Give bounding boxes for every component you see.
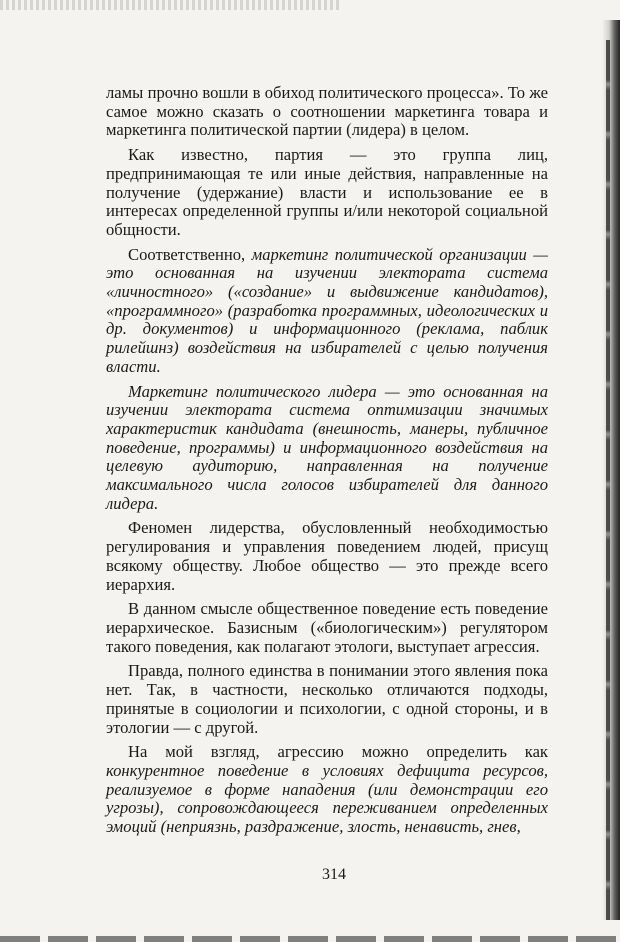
paragraph-8-italic: конкурентное поведение в условиях дефицита ресурсов, реализуемое в форме нападения (или демонстрации его угрозы), сопровождающееся переживанием определенных эмоций (неприязнь, раздражение, злость, ненависть, гнев, xyxy=(106,760,548,837)
page-body xyxy=(106,84,548,843)
paragraph-8 xyxy=(106,743,548,837)
paragraph-8-lead: На мой взгляд, агрессию можно определить как xyxy=(128,742,548,762)
paragraph-4: Маркетинг политического лидера — это основанная на изучении электората система оптимизации значимых характеристик кандидата (внешность, манеры, публичное поведение, программы) и информационного воздействия на целевую аудиторию, направленная на получение максимального числа голосов избирателей для данного лидера. xyxy=(106,381,548,513)
paragraph-3-italic: маркетинг политической организации — это основанная на изучении электората система «личностного» («создание» и выдвижение кандидатов), «программного» (разработка программных, идеологических и др. документов) и информационного (реклама, паблик рилейшнз) воздействия на избирателей с целью получения власти. xyxy=(106,244,548,376)
page-edge-binding xyxy=(606,40,610,920)
paragraph-3-lead: Соответственно, xyxy=(128,244,252,264)
scan-artifact-bottom xyxy=(0,936,620,942)
page-number: 314 xyxy=(322,866,346,883)
paragraph-3 xyxy=(106,246,548,377)
scan-artifact-top xyxy=(0,0,340,10)
paragraph-2: Как известно, партия — это группа лиц, предпринимающая те или иные действия, направленные на получение (удержание) власти и использование ее в интересах определенной группы и/или некоторой социальной общности. xyxy=(106,145,548,239)
paragraph-5: Феномен лидерства, обусловленный необходимостью регулирования и управления поведением людей, присущ всякому обществу. Любое общество — это прежде всего иерархия. xyxy=(106,518,548,594)
page-edge-shadow xyxy=(602,20,620,920)
paragraph-6: В данном смысле общественное поведение есть поведение иерархическое. Базисным («биологическим») регулятором такого поведения, как полагают этологи, выступает агрессия. xyxy=(106,599,548,656)
paragraph-1: ламы прочно вошли в обиход политического процесса». То же самое можно сказать о соотношении маркетинга товара и маркетинга политической партии (лидера) в целом. xyxy=(106,83,548,140)
paragraph-7: Правда, полного единства в понимании этого явления пока нет. Так, в частности, несколько отличаются подходы, принятые в социологии и психологии, с одной стороны, и в этологии — с другой. xyxy=(106,661,548,737)
